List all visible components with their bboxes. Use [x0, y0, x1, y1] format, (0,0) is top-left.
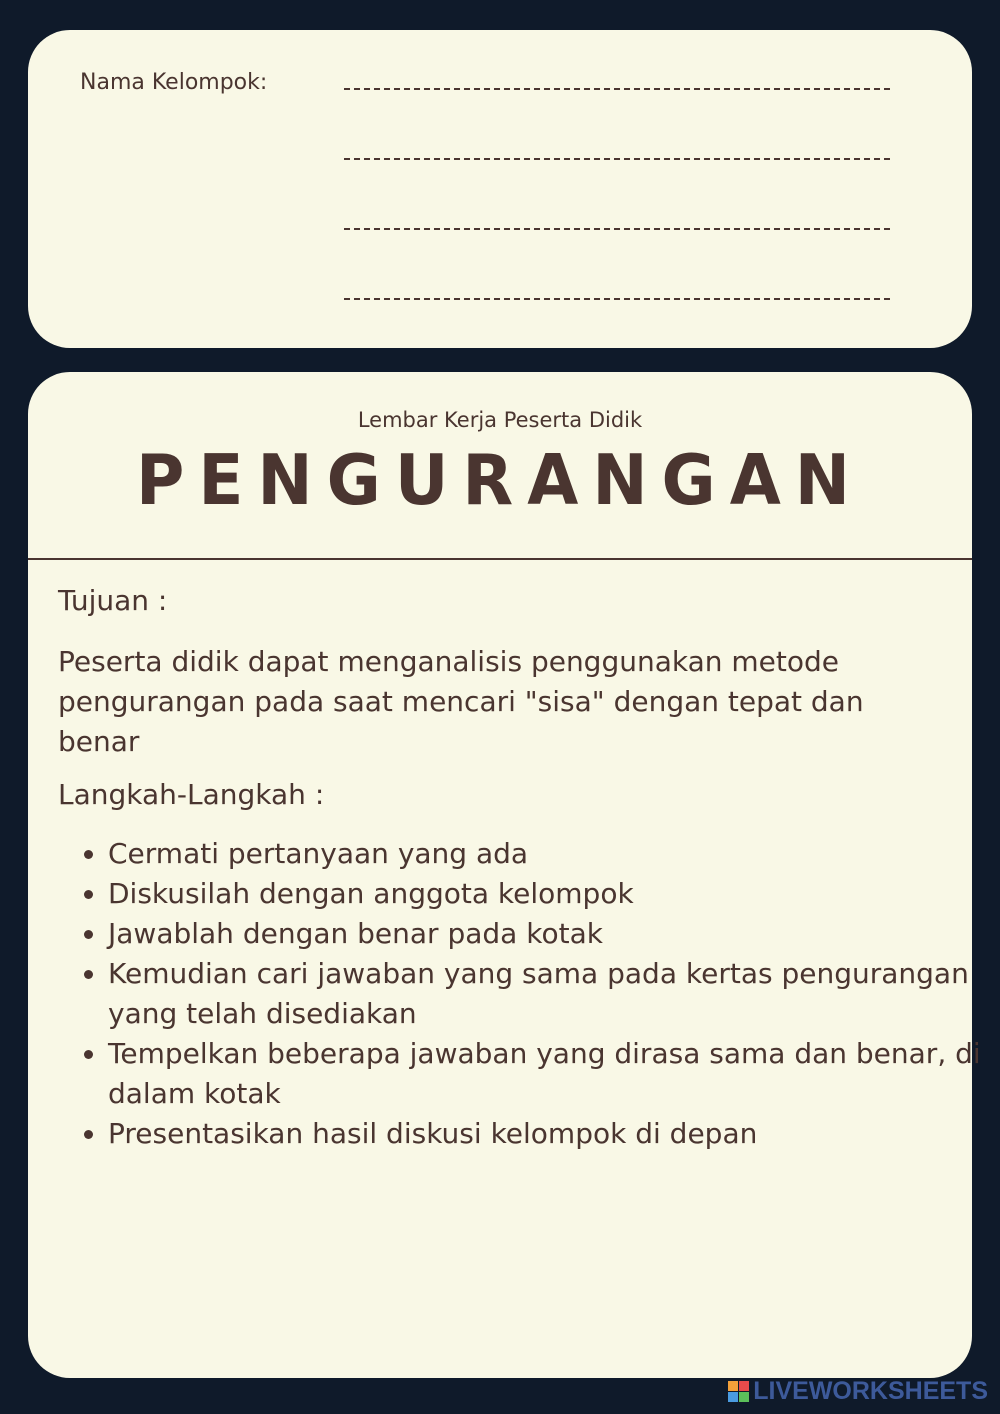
group-name-blank-line[interactable] — [344, 158, 890, 160]
group-name-blank-line[interactable] — [344, 88, 890, 90]
step-item: • Jawablah dengan benar pada kotak — [108, 914, 988, 954]
group-name-label: Nama Kelompok: — [80, 70, 268, 95]
step-item: • Tempelkan beberapa jawaban yang dirasa sama dan benar, di dalam kotak — [108, 1034, 988, 1114]
group-name-blank-line[interactable] — [344, 228, 890, 230]
title-divider — [28, 558, 972, 560]
group-name-blank-line[interactable] — [344, 298, 890, 300]
watermark-text: LIVEWORKSHEETS — [753, 1377, 988, 1405]
group-name-card — [28, 30, 972, 348]
step-item: • Diskusilah dengan anggota kelompok — [108, 874, 988, 914]
steps-heading: Langkah-Langkah : — [58, 778, 325, 811]
goal-text: Peserta didik dapat menganalisis penggunakan metode pengurangan pada saat mencari "sisa" dengan tepat dan benar — [58, 645, 864, 758]
worksheet-title: PENGURANGAN — [135, 440, 865, 521]
step-item: • Presentasikan hasil diskusi kelompok di depan — [108, 1114, 988, 1154]
worksheet-card — [28, 372, 981, 1378]
goal-heading: Tujuan : — [58, 584, 168, 617]
step-item: • Kemudian cari jawaban yang sama pada kertas pengurangan yang telah disediakan — [108, 954, 988, 1034]
liveworksheets-logo-icon — [728, 1381, 749, 1402]
steps-list — [58, 834, 988, 1154]
step-item: • Cermati pertanyaan yang ada — [108, 834, 988, 874]
liveworksheets-watermark — [728, 1377, 988, 1406]
worksheet-subtitle: Lembar Kerja Peserta Didik — [357, 408, 643, 432]
